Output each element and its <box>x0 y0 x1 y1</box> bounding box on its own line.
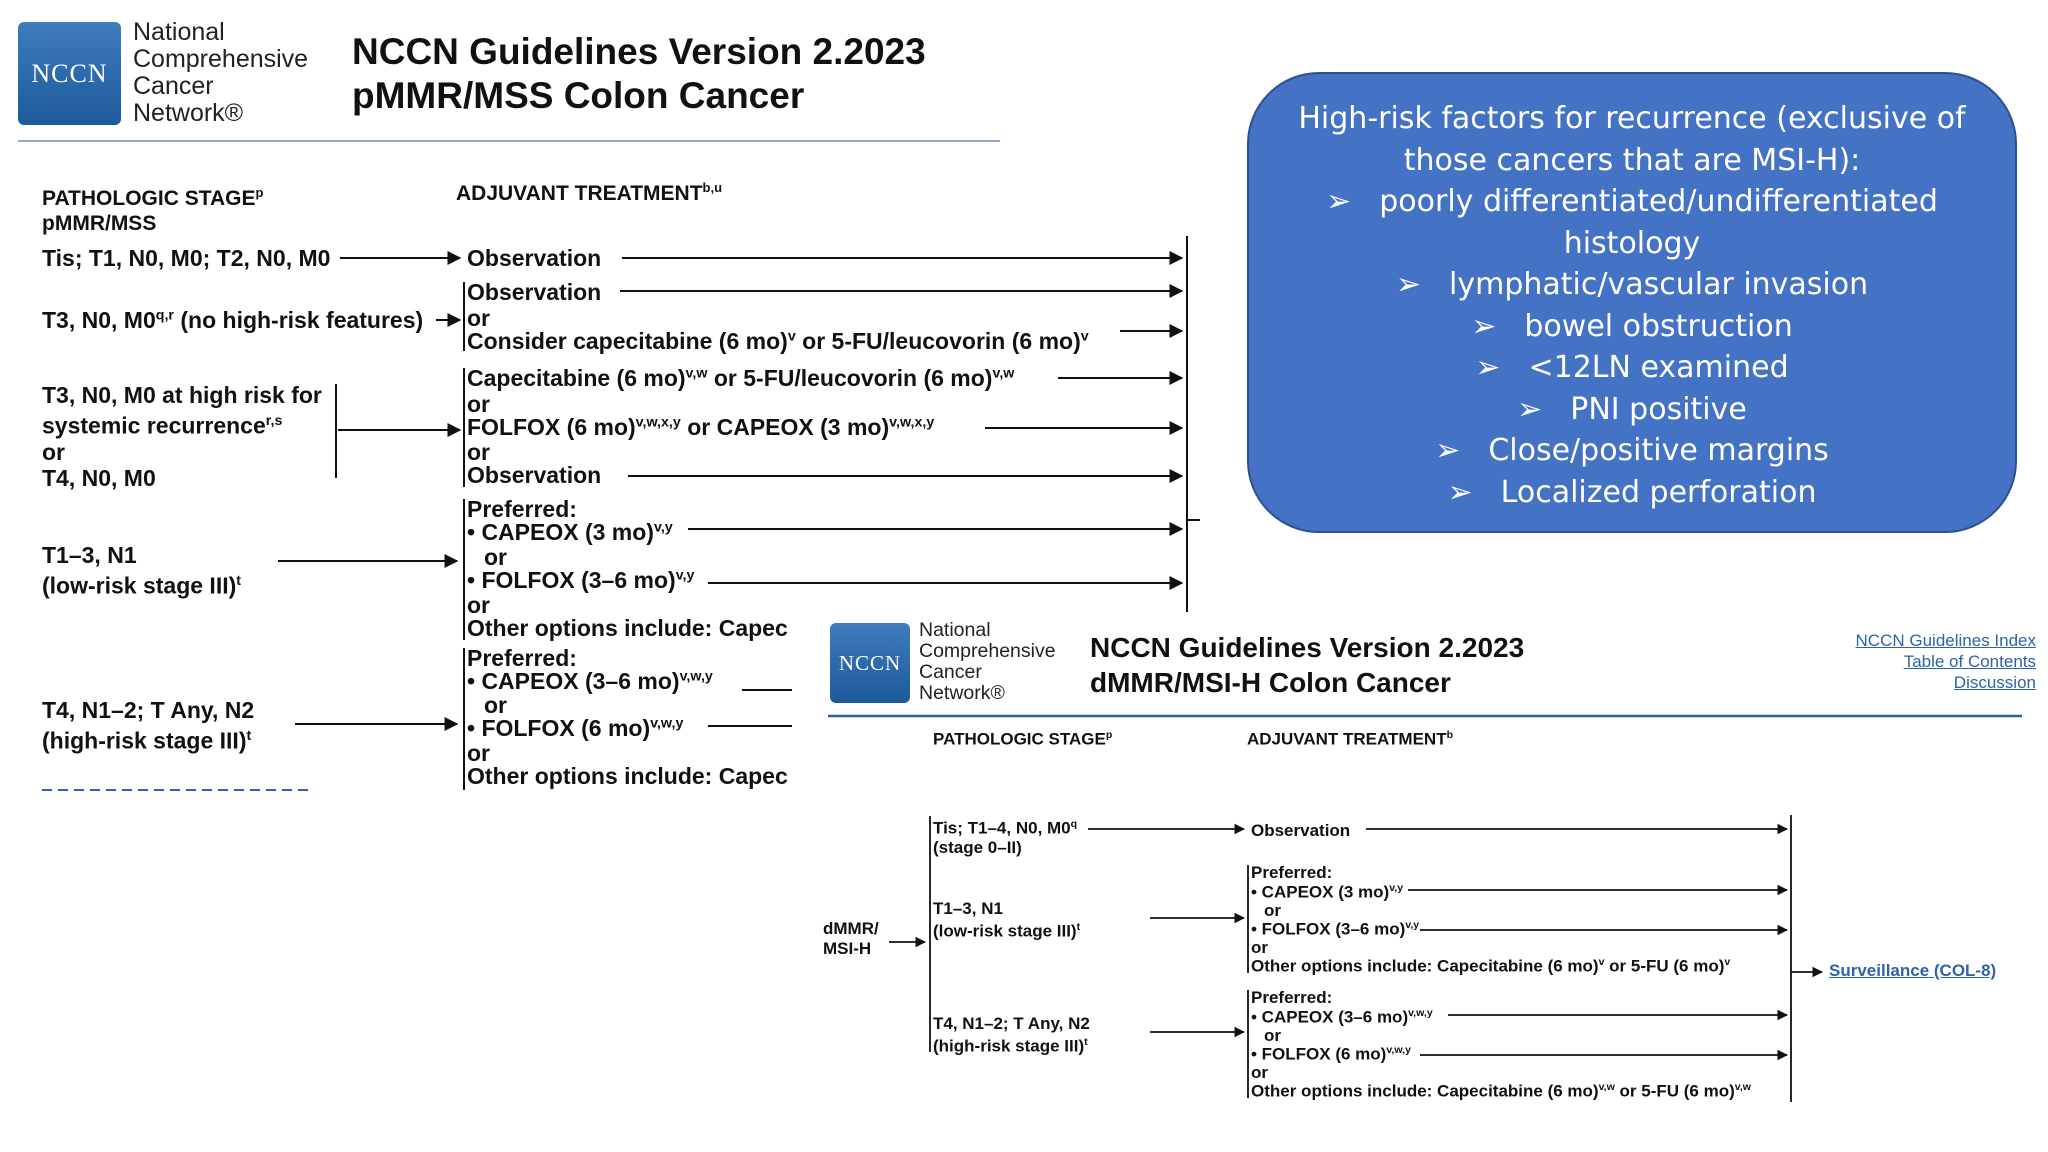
or-label: or <box>467 305 490 331</box>
dmmr-guideline-panel <box>820 612 2048 1152</box>
treatment-folfox: • FOLFOX (6 mo)$^{v,w,y}$ <box>1251 1044 1411 1064</box>
treatment-other-options: Other options include: Capec <box>467 615 788 641</box>
or-label: or <box>467 740 490 766</box>
nav-link-guidelines-index[interactable]: NCCN Guidelines Index <box>1855 631 2036 650</box>
or-label: or <box>1264 901 1281 920</box>
treatment-observation: Observation <box>467 462 602 488</box>
stage-t3-n0-no-risk: T3, N0, M0$^{q,r}$ (no high-risk features) <box>42 307 424 333</box>
treatment-capeox: • CAPEOX (3 mo)$^{v,y}$ <box>467 519 673 545</box>
adjuvant-treatment-header: ADJUVANT TREATMENT$^{b,u}$ <box>456 180 723 205</box>
or-label: or <box>484 544 507 570</box>
stage-t4-n1-2: T4, N1–2; T Any, N2 (high-risk stage III)$^t$ <box>42 697 255 754</box>
or-label: or <box>467 439 490 465</box>
treatment-preferred-label: Preferred: <box>467 496 577 522</box>
stage-tis-t1-t2: Tis; T1, N0, M0; T2, N0, M0 <box>42 245 331 271</box>
dmmr-flow-connectors <box>820 612 2048 1152</box>
treatment-folfox: • FOLFOX (3–6 mo)$^{v,y}$ <box>1251 919 1420 939</box>
treatment-other-options: Other options include: Capecitabine (6 mo)$^{v,w}$ or 5-FU (6 mo)$^{v,w}$ <box>1251 1081 1751 1101</box>
risk-item: ➢ Localized perforation <box>1447 474 1817 510</box>
pathologic-stage-header: PATHOLOGIC STAGE$^p$ <box>933 729 1113 749</box>
pathologic-stage-header: PATHOLOGIC STAGE$^p$ pMMR/MSS <box>42 185 264 235</box>
treatment-observation: Observation <box>467 245 602 271</box>
treatment-observation: Observation <box>467 279 602 305</box>
treatment-folfox-capeox: FOLFOX (6 mo)$^{v,w,x,y}$ or CAPEOX (3 mo)$^{v,w,x,y}$ <box>467 414 935 440</box>
nccn-logo: NCCN <box>18 22 121 125</box>
treatment-observation: Observation <box>1251 821 1351 840</box>
high-risk-factors-box <box>1247 72 2017 533</box>
bullet-arrow-icon: ➢ <box>1326 184 1352 219</box>
risk-item: ➢ PNI positive <box>1517 391 1747 427</box>
risk-item: ➢ poorly differentiated/undifferentiated <box>1326 184 1938 219</box>
surveillance-link[interactable]: Surveillance (COL-8) <box>1829 961 1997 980</box>
treatment-folfox: • FOLFOX (6 mo)$^{v,w,y}$ <box>467 715 684 741</box>
root-dmmr-msi-h: dMMR/ MSI-H <box>823 919 879 958</box>
risk-item: ➢ lymphatic/vascular invasion <box>1395 267 1869 302</box>
treatment-preferred-label: Preferred: <box>1251 988 1333 1007</box>
nav-link-table-of-contents[interactable]: Table of Contents <box>1903 652 2036 671</box>
page-title: NCCN Guidelines Version 2.2023 dMMR/MSI-H Colon Cancer <box>1090 632 1525 698</box>
nccn-org-name: National Comprehensive Cancer Network® <box>919 619 1056 705</box>
stage-t1-3-n1: T1–3, N1 (low-risk stage III)$^t$ <box>933 899 1081 941</box>
box-heading: those cancers that are MSI-H): <box>1403 142 1861 178</box>
nccn-org-name: National Comprehensive Cancer Network® <box>133 18 309 127</box>
risk-item: ➢ Close/positive margins <box>1435 433 1829 468</box>
stage-t3-high-risk: T3, N0, M0 at high risk for systemic recurrence$^{r,s}$ or T4, N0, M0 <box>42 382 322 491</box>
stage-t1-3-n1: T1–3, N1 (low-risk stage III)$^t$ <box>42 542 242 599</box>
box-heading: High-risk factors for recurrence (exclusive of <box>1298 101 1966 136</box>
or-label: or <box>1251 1063 1268 1082</box>
nccn-logo: NCCN <box>830 623 910 703</box>
treatment-preferred-label: Preferred: <box>467 645 577 671</box>
nav-link-discussion[interactable]: Discussion <box>1953 673 2036 692</box>
bullet-arrow-icon: ➢ <box>1475 350 1501 385</box>
bullet-arrow-icon: ➢ <box>1395 267 1421 302</box>
bullet-arrow-icon: ➢ <box>1471 308 1497 344</box>
treatment-folfox: • FOLFOX (3–6 mo)$^{v,y}$ <box>467 567 695 593</box>
treatment-consider-capecitabine: Consider capecitabine (6 mo)$^v$ or 5-FU/leucovorin (6 mo)$^v$ <box>467 328 1089 354</box>
adjuvant-treatment-header: ADJUVANT TREATMENT$^b$ <box>1247 729 1454 749</box>
bullet-arrow-icon: ➢ <box>1435 433 1461 468</box>
treatment-other-options: Other options include: Capecitabine (6 mo)$^v$ or 5-FU (6 mo)$^v$ <box>1251 956 1731 976</box>
stage-t4-n1-2: T4, N1–2; T Any, N2 (high-risk stage III)$^t$ <box>933 1014 1090 1056</box>
or-label: or <box>1251 938 1268 957</box>
risk-item-continuation: histology <box>1563 225 1701 261</box>
treatment-capeox: • CAPEOX (3 mo)$^{v,y}$ <box>1251 882 1404 902</box>
treatment-other-options: Other options include: Capec <box>467 763 788 789</box>
treatment-capeox: • CAPEOX (3–6 mo)$^{v,w,y}$ <box>467 668 713 694</box>
risk-item: ➢ bowel obstruction <box>1471 308 1793 344</box>
page-title: NCCN Guidelines Version 2.2023 pMMR/MSS Colon Cancer <box>352 31 926 116</box>
or-label: or <box>467 592 490 618</box>
or-label: or <box>484 692 507 718</box>
or-label: or <box>1264 1026 1281 1045</box>
risk-item: ➢ <12LN examined <box>1475 350 1789 385</box>
stage-tis-t1-4: Tis; T1–4, N0, M0$^q$ (stage 0–II) <box>933 818 1078 857</box>
bullet-arrow-icon: ➢ <box>1447 474 1473 510</box>
treatment-capeox: • CAPEOX (3–6 mo)$^{v,w,y}$ <box>1251 1007 1433 1027</box>
treatment-preferred-label: Preferred: <box>1251 863 1333 882</box>
treatment-capecitabine: Capecitabine (6 mo)$^{v,w}$ or 5-FU/leucovorin (6 mo)$^{v,w}$ <box>467 365 1015 391</box>
or-label: or <box>467 391 490 417</box>
bullet-arrow-icon: ➢ <box>1517 391 1543 427</box>
